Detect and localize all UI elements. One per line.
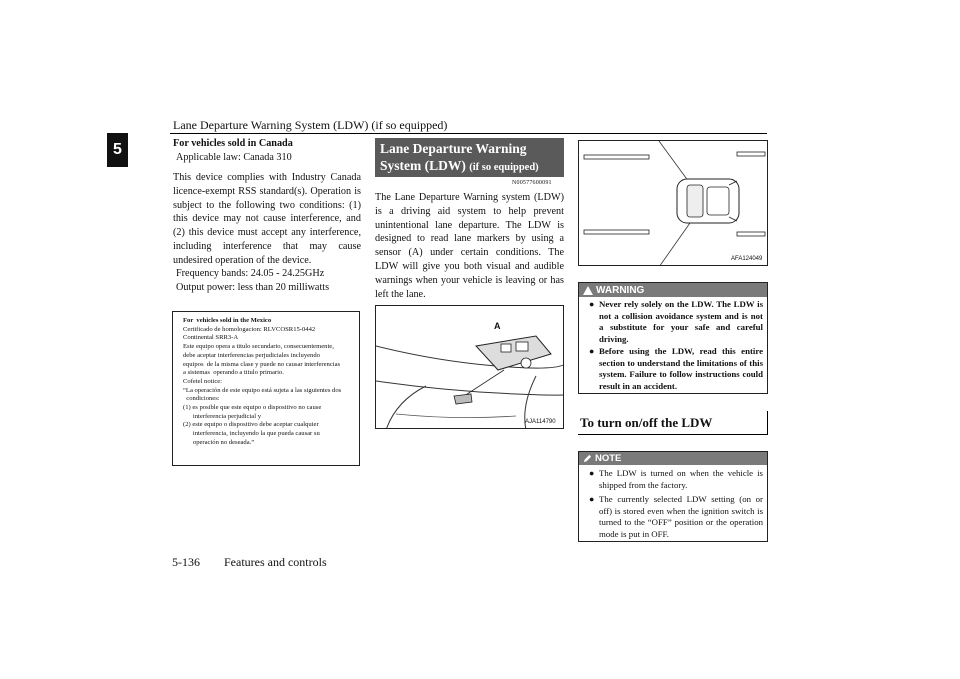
warning-item [589, 299, 763, 345]
canada-heading: For vehicles sold in Canada [173, 138, 293, 149]
header-rule [170, 133, 767, 134]
heading-line-2: System (LDW) [380, 158, 466, 173]
note-item [589, 494, 763, 540]
warning-item [589, 346, 763, 392]
heading-line-1: Lane Departure Warning [380, 141, 527, 156]
note-label: NOTE [595, 453, 622, 464]
note-item-text: The LDW is turned on when the vehicle is shipped from the factory. [599, 468, 763, 490]
mexico-line: operación no deseada.” [183, 438, 255, 446]
mexico-line: Continental SRR3-A [183, 334, 239, 342]
mexico-line: Certificado de homologacion: RLVCOSR15-0442 [183, 325, 316, 333]
heading-suffix: (if so equipped) [469, 162, 539, 173]
compliance-text: This device complies with Industry Canada licence-exempt RSS standard(s). Operation is subject to the following two conditions: (1) this device may not cause interference, and (2) this device must accept any interference, including interference that may cause undesired operation of the device. [173, 172, 361, 266]
document-code: N00577600091 [512, 180, 552, 186]
bullet-icon: ● [589, 299, 595, 309]
sensor-figure [375, 305, 564, 429]
warning-box [578, 282, 768, 394]
lane-figure [578, 140, 768, 266]
page-number: 5-136 [172, 555, 200, 569]
ldw-section-heading [375, 138, 564, 177]
mexico-line: interferencia, incluyendo la que pueda causar su [183, 430, 320, 438]
warning-header [579, 283, 767, 297]
mexico-line: equipos de la misma clase y puede no causar interferencias [183, 360, 341, 368]
warning-label: WARNING [596, 284, 645, 296]
bullet-icon: ● [589, 346, 595, 356]
mexico-line: Cofetel notice: [183, 377, 222, 385]
mexico-line: “La operación de este equipo está sujeta a las siguientes dos [183, 386, 342, 394]
mexico-line: For vehicles sold in the Mexico [183, 317, 272, 324]
warning-item-text: Before using the LDW, read this entire section to understand the limitations of this system. Failure to follow instructions could result in an accident. [599, 346, 763, 391]
note-header [579, 452, 767, 465]
warning-item-text: Never rely solely on the LDW. The LDW is not a collision avoidance system and is not a substitute for your safe and careful driving. [599, 299, 763, 344]
note-item [589, 468, 763, 491]
mexico-line: (2) este equipo o dispositivo debe aceptar cualquier [183, 421, 319, 429]
figure-code: AFA124049 [731, 256, 763, 262]
canada-law: Applicable law: Canada 310 [176, 152, 292, 163]
mexico-line: a sistemas operando a titulo primario. [183, 369, 284, 377]
mexico-line: Este equipo opera a titulo secundario, consecuentemente, [183, 343, 334, 351]
lane-markers-illustration [579, 141, 768, 266]
callout-label: A [494, 321, 501, 331]
bullet-icon: ● [589, 494, 595, 504]
mexico-certification-box [172, 311, 360, 466]
windshield-sensor-illustration [376, 306, 564, 429]
mexico-line: (1) es posible que este equipo o dispositivo no cause [183, 404, 322, 412]
section-name: Features and controls [224, 555, 327, 569]
turn-on-off-subheading: To turn on/off the LDW [578, 411, 768, 435]
note-box [578, 451, 768, 542]
mexico-line: condiciones: [183, 395, 220, 403]
page-header-title: Lane Departure Warning System (LDW) (if so equipped) [173, 118, 448, 132]
bullet-icon: ● [589, 468, 595, 478]
chapter-tab: 5 [107, 133, 128, 167]
mexico-line: debe aceptar interferencias perjudiciales incluyendo [183, 351, 320, 359]
warning-triangle-icon [583, 286, 593, 295]
figure-code: AJA114790 [525, 419, 556, 425]
ldw-description: The Lane Departure Warning system (LDW) is a driving aid system to help prevent unintentional lane departure. The LDW is designed to read lane markers by using a sensor (A) under certain conditions. The LDW will give you both visual and audible warnings when your vehicle is leaving or has left the lane. [375, 192, 564, 300]
frequency-bands: Frequency bands: 24.05 - 24.25GHz [176, 268, 325, 279]
note-item-text: The currently selected LDW setting (on or off) is stored even when the ignition switch is turned to the “OFF” position or the operation mode is put in OFF. [599, 494, 763, 539]
pencil-icon [583, 454, 592, 463]
output-power: Output power: less than 20 milliwatts [176, 282, 330, 293]
mexico-line: interferencia perjudicial y [183, 412, 261, 420]
